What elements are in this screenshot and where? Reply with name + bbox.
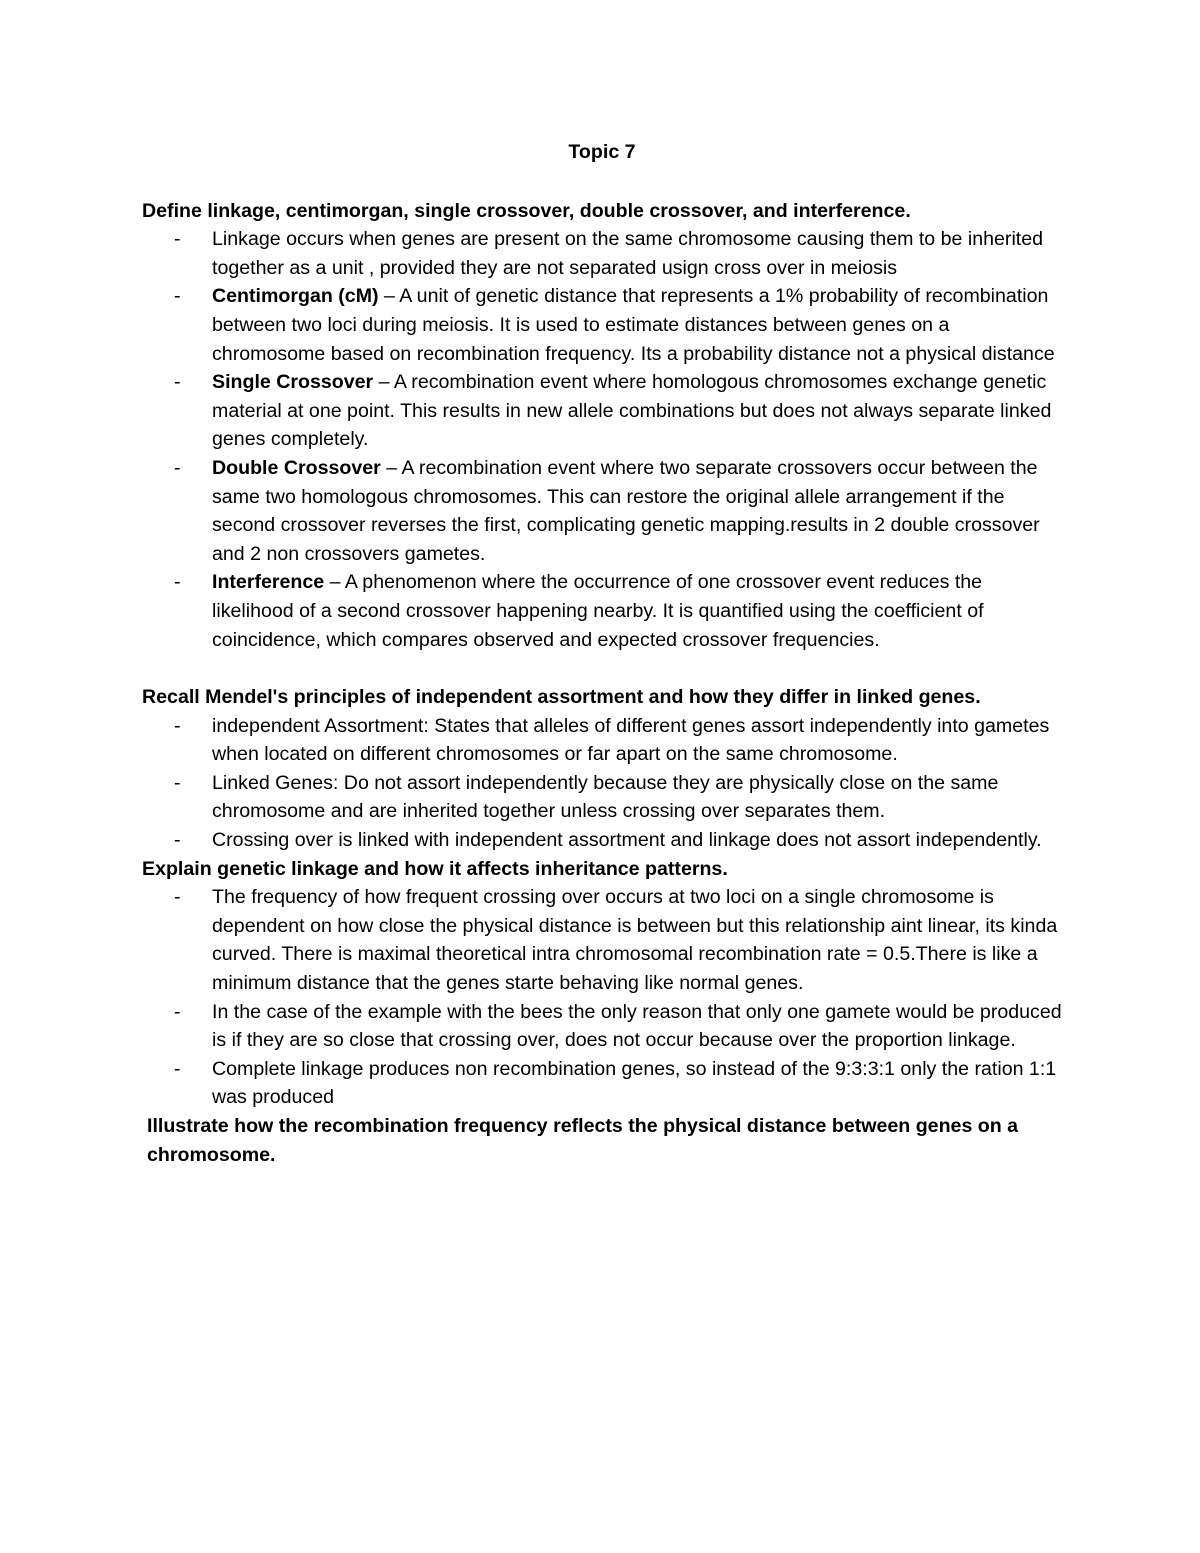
question-heading: Recall Mendel's principles of independent assortment and how they differ in linked genes. [142, 686, 981, 709]
bullet-term: Single Crossover [212, 371, 374, 394]
dash-bullet: - [174, 886, 181, 909]
bullet-text: independent Assortment: States that alleles of different genes assort independently into gametes when located on different chromosomes or far apart on the same chromosome. [212, 714, 1050, 766]
bullet-text: Linkage occurs when genes are present on the same chromosome causing them to be inherited together as a unit , provided they are not separated usign cross over in meiosis [212, 228, 1044, 279]
list-item [142, 454, 1062, 568]
dash-bullet: - [174, 571, 181, 594]
dash-bullet: - [174, 456, 181, 479]
bullet-text: – A recombination event where two separate crossovers occur between the same two homologous chromosomes. This can restore the original allele arrangement if the second crossover reverses the first, complicating genetic mapping.results in 2 double crossover and 2 non crossovers gametes. [212, 456, 1040, 565]
list-item [142, 282, 1062, 368]
answer-list [142, 883, 1062, 1112]
bullet-text: In the case of the example with the bees the only reason that only one gamete would be produced is if they are so close that crossing over, does not occur because over the proportion linkage. [212, 1000, 1062, 1052]
page-title: Topic 7 [568, 141, 636, 163]
bullet-text: The frequency of how frequent crossing over occurs at two loci on a single chromosome is dependent on how close the physical distance is between but this relationship aint linear, its kinda curved. There is maximal theoretical intra chromosomal recombination rate = 0.5.There is like a minimum distance that the genes starte behaving like normal genes. [212, 886, 1058, 995]
question-heading: Illustrate how the recombination frequency reflects the physical distance between genes on a chromosome. [147, 1115, 1019, 1166]
dash-bullet: - [174, 228, 181, 251]
answer-list [142, 225, 1062, 654]
bullet-term: Interference [212, 571, 325, 594]
question-heading: Explain genetic linkage and how it affects inheritance patterns. [142, 857, 728, 880]
list-item [142, 1055, 1062, 1112]
dash-bullet: - [174, 829, 181, 852]
list-item [142, 826, 1062, 855]
list-item [142, 568, 1062, 654]
dash-bullet: - [174, 1000, 181, 1023]
dash-bullet: - [174, 371, 181, 394]
list-item [142, 883, 1062, 997]
bullet-text: Crossing over is linked with independent assortment and linkage does not assort independently. [212, 829, 1042, 852]
list-item [142, 769, 1062, 826]
question-heading: Define linkage, centimorgan, single crossover, double crossover, and interference. [142, 199, 911, 222]
list-item [142, 225, 1062, 282]
bullet-text: – A phenomenon where the occurrence of one crossover event reduces the likelihood of a second crossover happening nearby. It is quantified using the coefficient of coincidence, which compares observed and expected crossover frequencies. [212, 571, 984, 651]
bullet-text: – A unit of genetic distance that represents a 1% probability of recombination between two loci during meiosis. It is used to estimate distances between genes on a chromosome based on recombination frequency. Its a probability distance not a physical distance [212, 285, 1055, 365]
answer-list [142, 712, 1062, 855]
dash-bullet: - [174, 1057, 181, 1080]
bullet-text: – A recombination event where homologous chromosomes exchange genetic material at one point. This results in new allele combinations but does not always separate linked genes completely. [212, 371, 1052, 451]
bullet-text: Linked Genes: Do not assort independently because they are physically close on the same chromosome and are inherited together unless crossing over separates them. [212, 771, 999, 823]
list-item [142, 712, 1062, 769]
bullet-term: Centimorgan (cM) [212, 285, 379, 308]
list-item [142, 998, 1062, 1055]
dash-bullet: - [174, 771, 181, 794]
bullet-term: Double Crossover [212, 456, 381, 479]
dash-bullet: - [174, 714, 181, 737]
dash-bullet: - [174, 285, 181, 308]
list-item [142, 368, 1062, 454]
document-page [142, 138, 1062, 1169]
bullet-text: Complete linkage produces non recombination genes, so instead of the 9:3:3:1 only the ration 1:1 was produced [212, 1057, 1057, 1109]
